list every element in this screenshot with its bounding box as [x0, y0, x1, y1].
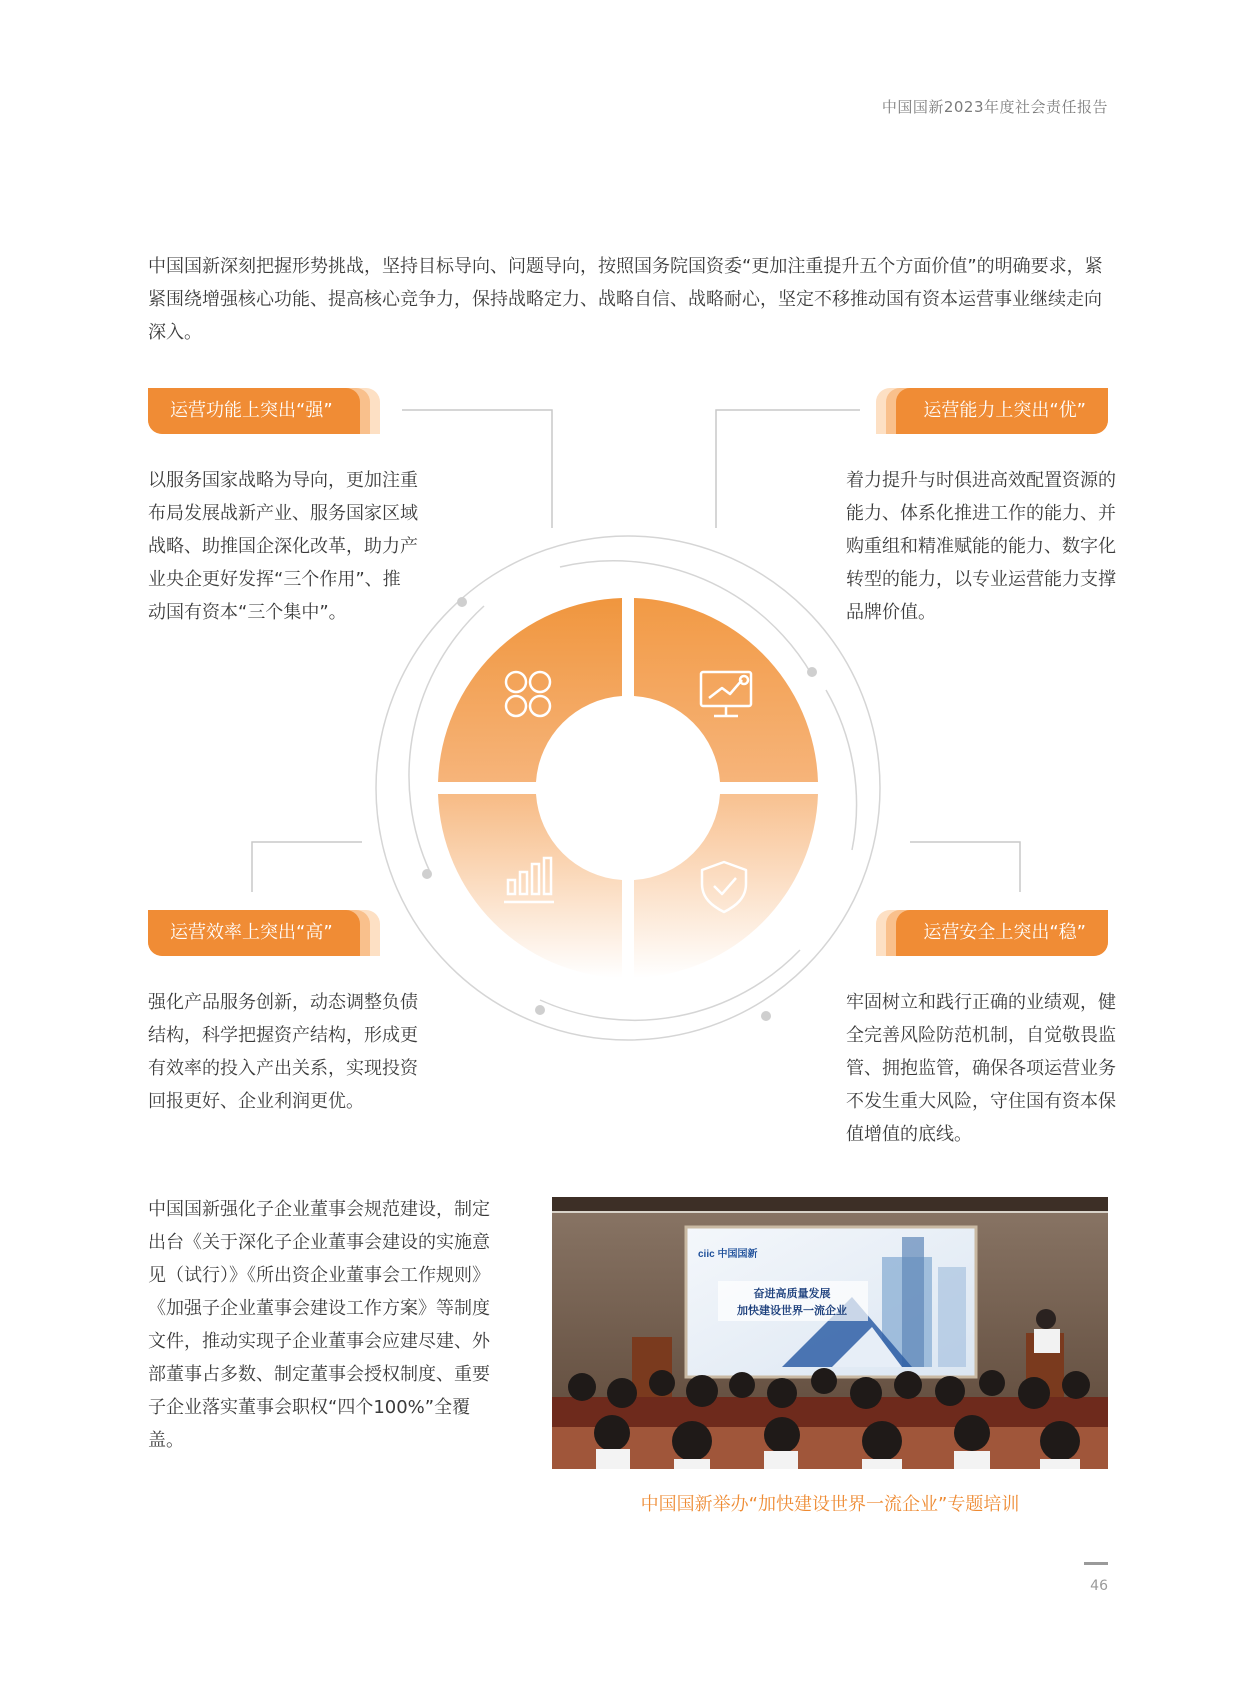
photo-caption: 中国国新举办“加快建设世界一流企业”专题培训 [640, 1494, 1020, 1515]
board-building-paragraph: 中国国新强化子企业董事会规范建设，制定出台《关于深化子企业董事会建设的实施意见（试行）》《所出资企业董事会工作规则》《加强子企业董事会建设工作方案》等制度文件，推动实现子企业董事会应建尽建、外部董事占多数、制定董事会授权制度、重要子企业落实董事会职权“四个100%”全覆盖。 [148, 1199, 490, 1451]
page-number: 46 [1090, 1578, 1108, 1594]
screen-logo: ciic 中国国新 [698, 1249, 758, 1260]
tag-stable [876, 910, 1108, 956]
strong-description: 以服务国家战略为导向，更加注重布局发展战新产业、服务国家区域战略、助推国企深化改革，助力产业央企更好发挥“三个作用”、推动国有资本“三个集中”。 [148, 470, 418, 623]
connector-bottom-left [252, 842, 362, 892]
outer-ring [376, 536, 880, 1040]
quadrant-stable [634, 794, 818, 978]
inner-arc-right [826, 690, 857, 850]
screen-headline-2: 加快建设世界一流企业 [737, 1304, 847, 1317]
tag-strong [148, 388, 380, 434]
tag-excellent [876, 388, 1108, 434]
decorative-rings [376, 536, 880, 1040]
excellent-description: 着力提升与时俱进高效配置资源的能力、体系化推进工作的能力、并购重组和精准赋能的能力、数字化转型的能力，以专业运营能力支撑品牌价值。 [846, 470, 1116, 623]
screen-headline-1: 奋进高质量发展 [753, 1287, 831, 1300]
tag-excellent-label: 运营能力上突出“优” [923, 400, 1086, 421]
page-number-rule [1084, 1562, 1108, 1565]
ring-dot [457, 597, 467, 607]
ring-dot [807, 667, 817, 677]
ring-dot [422, 869, 432, 879]
quadrant-high [438, 794, 622, 978]
ring-dot [761, 1011, 771, 1021]
report-title: 中国国新2023年度社会责任报告 [881, 98, 1108, 116]
connector-top-right [716, 410, 860, 528]
high-description: 强化产品服务创新，动态调整负债结构，科学把握资产结构，形成更有效率的投入产出关系，实现投资回报更好、企业利润更优。 [148, 992, 418, 1112]
tag-strong-label: 运营功能上突出“强” [170, 400, 333, 421]
training-session-photo [552, 1197, 1108, 1469]
tag-stable-label: 运营安全上突出“稳” [923, 922, 1086, 943]
connector-top-left [402, 410, 552, 528]
connector-bottom-right [910, 842, 1020, 892]
tag-high-label: 运营效率上突出“高” [170, 922, 333, 943]
photo-illustration [552, 1197, 1108, 1469]
intro-paragraph: 中国国新深刻把握形势挑战，坚持目标导向、问题导向，按照国务院国资委“更加注重提升五个方面价值”的明确要求，紧紧围绕增强核心功能、提高核心竞争力，保持战略定力、战略自信、战略耐心，坚定不移推动国有资本运营事业继续走向深入。 [148, 256, 1103, 343]
tag-high [148, 910, 380, 956]
ring-dot [535, 1005, 545, 1015]
stable-description: 牢固树立和践行正确的业绩观，健全完善风险防范机制，自觉敬畏监管、拥抱监管，确保各项运营业务不发生重大风险，守住国有资本保值增值的底线。 [846, 992, 1116, 1145]
